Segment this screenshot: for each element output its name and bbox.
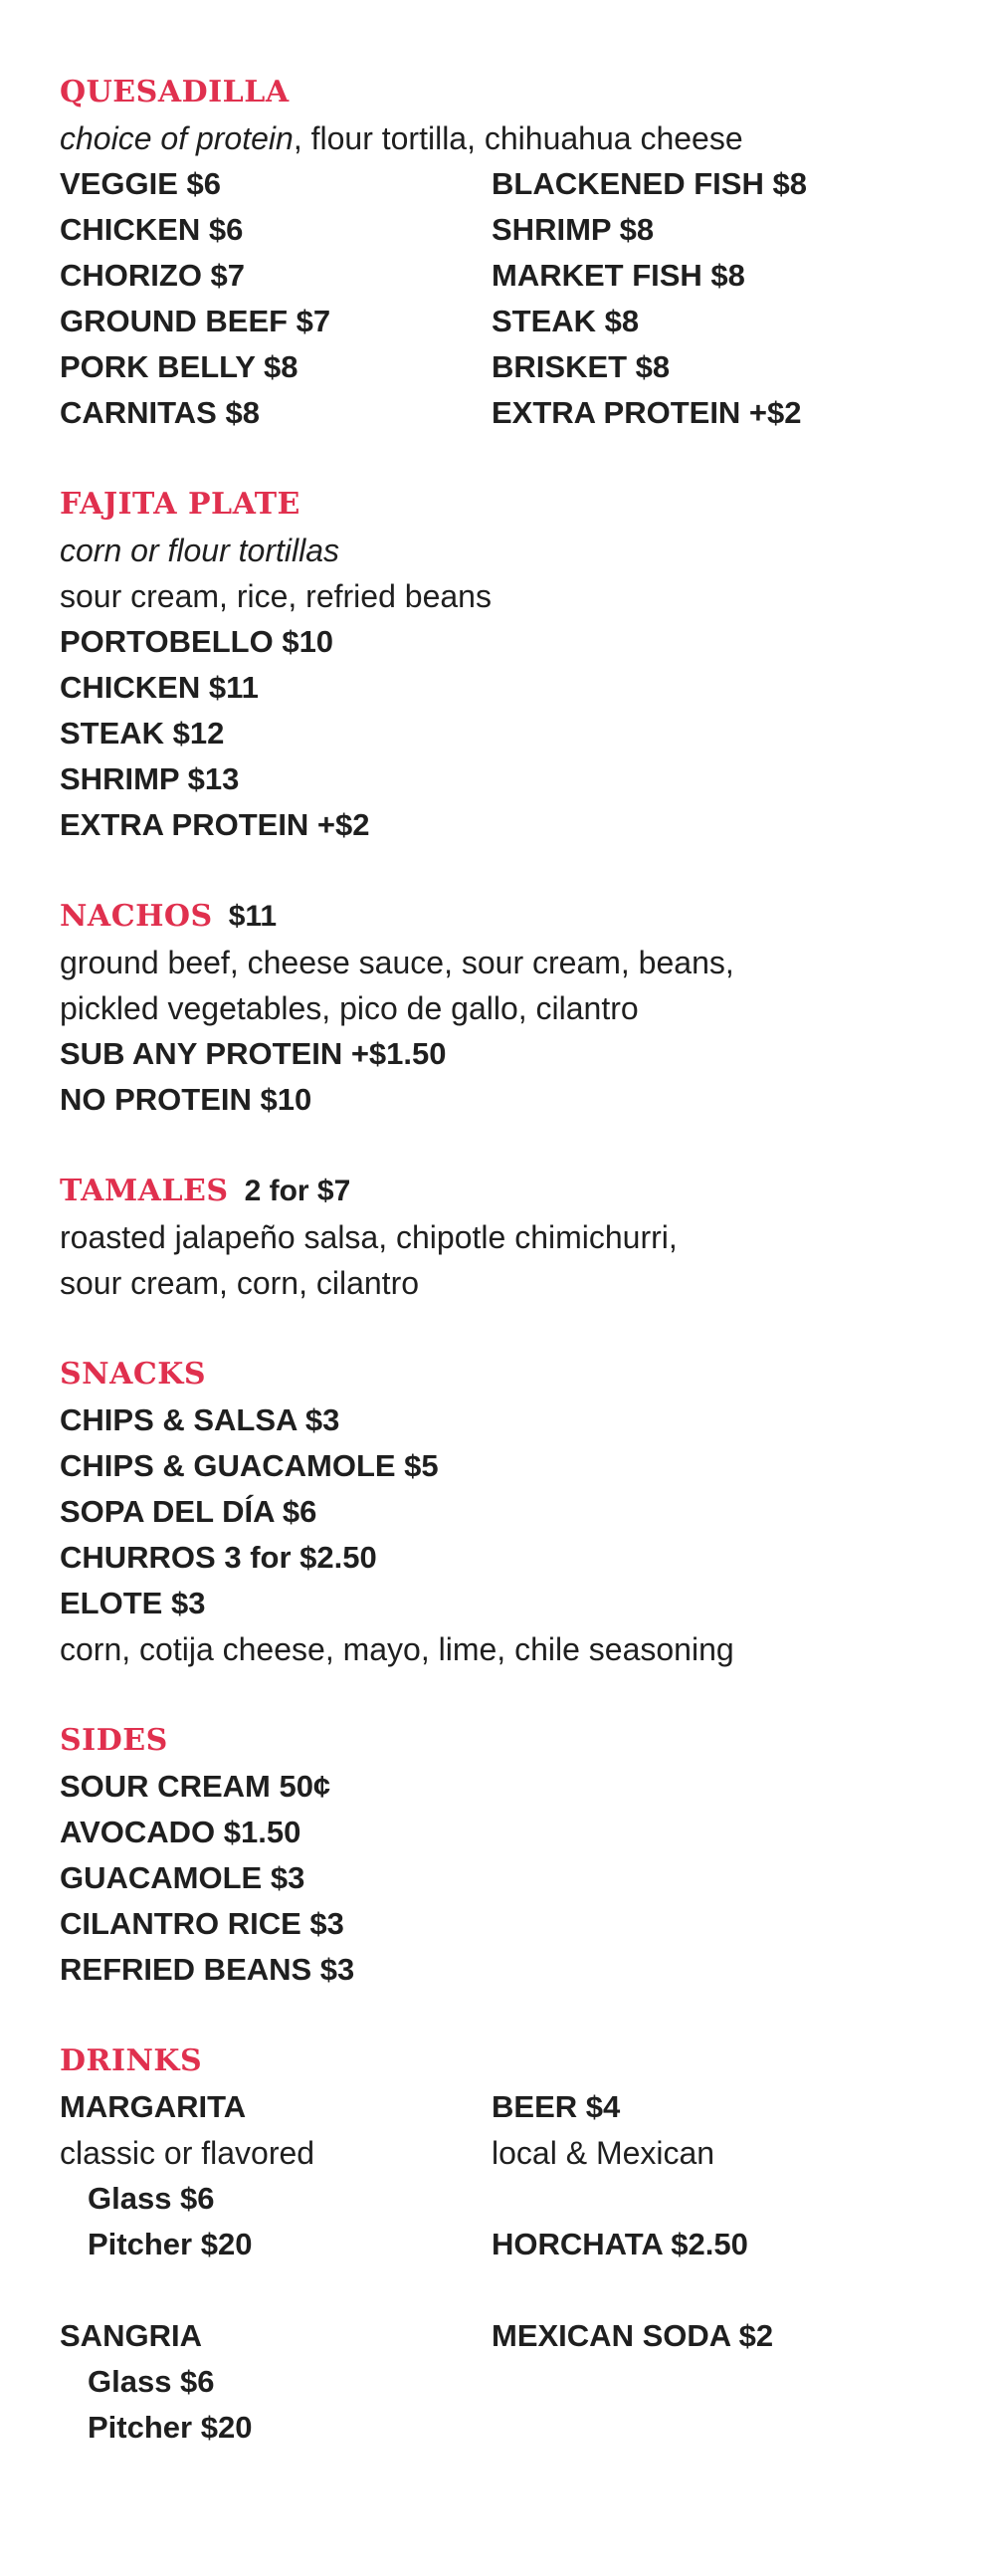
- sides-section: [60, 1718, 935, 1993]
- menu-item: CHICKEN $11: [60, 670, 259, 705]
- menu-item: SHRIMP $13: [60, 761, 240, 796]
- horchata-item: HORCHATA $2.50: [492, 2227, 748, 2261]
- tamales-description: sour cream, corn, cilantro: [60, 1265, 420, 1301]
- menu-item: CILANTRO RICE $3: [60, 1906, 344, 1941]
- sangria-name: SANGRIA: [60, 2318, 202, 2353]
- menu-item: PORTOBELLO $10: [60, 624, 334, 659]
- menu-item: VEGGIE $6: [60, 166, 221, 201]
- menu-item: EXTRA PROTEIN +$2: [60, 807, 370, 842]
- drinks-section: [60, 2039, 935, 2451]
- menu-item: CARNITAS $8: [60, 395, 260, 430]
- menu-item: SOPA DEL DÍA $6: [60, 1494, 317, 1529]
- quesadilla-section: [60, 70, 935, 436]
- menu-item: PORK BELLY $8: [60, 349, 298, 384]
- spacer: [492, 2176, 935, 2222]
- snacks-heading: SNACKS: [60, 1357, 206, 1392]
- sangria-pitcher-price: Pitcher $20: [88, 2410, 253, 2445]
- sides-heading: SIDES: [60, 1723, 168, 1758]
- fajita-section: [60, 482, 935, 848]
- tamales-title: TAMALES: [60, 1174, 229, 1208]
- tamales-description: roasted jalapeño salsa, chipotle chimichurri,: [60, 1219, 678, 1255]
- sangria-glass-price: Glass $6: [88, 2364, 215, 2399]
- quesadilla-heading: QUESADILLA: [60, 75, 290, 109]
- quesadilla-left-column: [60, 161, 492, 436]
- menu-item: GROUND BEEF $7: [60, 304, 331, 338]
- quesadilla-description-rest: , flour tortilla, chihuahua cheese: [293, 120, 743, 156]
- menu-item: SUB ANY PROTEIN +$1.50: [60, 1036, 447, 1071]
- tamales-section: [60, 1169, 935, 1306]
- spacer: [492, 2267, 935, 2313]
- drinks-left-column: [60, 2084, 492, 2451]
- tamales-heading: [60, 1169, 935, 1214]
- quesadilla-columns: [60, 161, 935, 436]
- spacer: [60, 2267, 492, 2313]
- fajita-description-italic: corn or flour tortillas: [60, 533, 339, 568]
- menu-item: ELOTE $3: [60, 1586, 206, 1620]
- menu-item: REFRIED BEANS $3: [60, 1952, 355, 1987]
- nachos-description: ground beef, cheese sauce, sour cream, beans,: [60, 945, 734, 980]
- drinks-columns: [60, 2084, 935, 2451]
- menu-item: AVOCADO $1.50: [60, 1815, 301, 1849]
- menu-item: BRISKET $8: [492, 349, 671, 384]
- margarita-name: MARGARITA: [60, 2089, 247, 2124]
- beer-description: local & Mexican: [492, 2135, 715, 2171]
- nachos-heading: [60, 894, 935, 940]
- nachos-section: [60, 894, 935, 1123]
- menu-item: EXTRA PROTEIN +$2: [492, 395, 802, 430]
- menu-item: MARKET FISH $8: [492, 258, 745, 293]
- menu-item: BLACKENED FISH $8: [492, 166, 807, 201]
- menu-item: STEAK $12: [60, 716, 225, 751]
- nachos-price: $11: [228, 900, 278, 933]
- menu-item: CHORIZO $7: [60, 258, 246, 293]
- drinks-heading: DRINKS: [60, 2043, 203, 2078]
- drinks-right-column: [492, 2084, 935, 2451]
- margarita-glass-price: Glass $6: [88, 2181, 215, 2216]
- quesadilla-right-column: [492, 161, 935, 436]
- menu-item: CHIPS & SALSA $3: [60, 1402, 340, 1437]
- fajita-description: [60, 528, 935, 573]
- nachos-title: NACHOS: [60, 899, 213, 934]
- fajita-heading: FAJITA PLATE: [60, 487, 300, 522]
- fajita-description-sides: sour cream, rice, refried beans: [60, 578, 492, 614]
- menu-item: GUACAMOLE $3: [60, 1860, 305, 1895]
- mexican-soda-item: MEXICAN SODA $2: [492, 2318, 774, 2353]
- margarita-pitcher-price: Pitcher $20: [88, 2227, 253, 2261]
- menu-item: SHRIMP $8: [492, 212, 655, 247]
- nachos-description: pickled vegetables, pico de gallo, cilantro: [60, 990, 639, 1026]
- margarita-description: classic or flavored: [60, 2135, 315, 2171]
- beer-name: BEER $4: [492, 2089, 621, 2124]
- menu-item: NO PROTEIN $10: [60, 1082, 312, 1117]
- tamales-price: 2 for $7: [244, 1175, 351, 1207]
- menu-item: CHIPS & GUACAMOLE $5: [60, 1448, 439, 1483]
- snacks-section: [60, 1352, 935, 1672]
- menu-item: STEAK $8: [492, 304, 640, 338]
- quesadilla-description-italic: choice of protein: [60, 120, 294, 156]
- quesadilla-description: [60, 115, 935, 161]
- menu-item: CHURROS 3 for $2.50: [60, 1540, 377, 1575]
- menu-item: CHICKEN $6: [60, 212, 244, 247]
- menu-item: SOUR CREAM 50¢: [60, 1769, 331, 1804]
- elote-description: corn, cotija cheese, mayo, lime, chile seasoning: [60, 1631, 734, 1667]
